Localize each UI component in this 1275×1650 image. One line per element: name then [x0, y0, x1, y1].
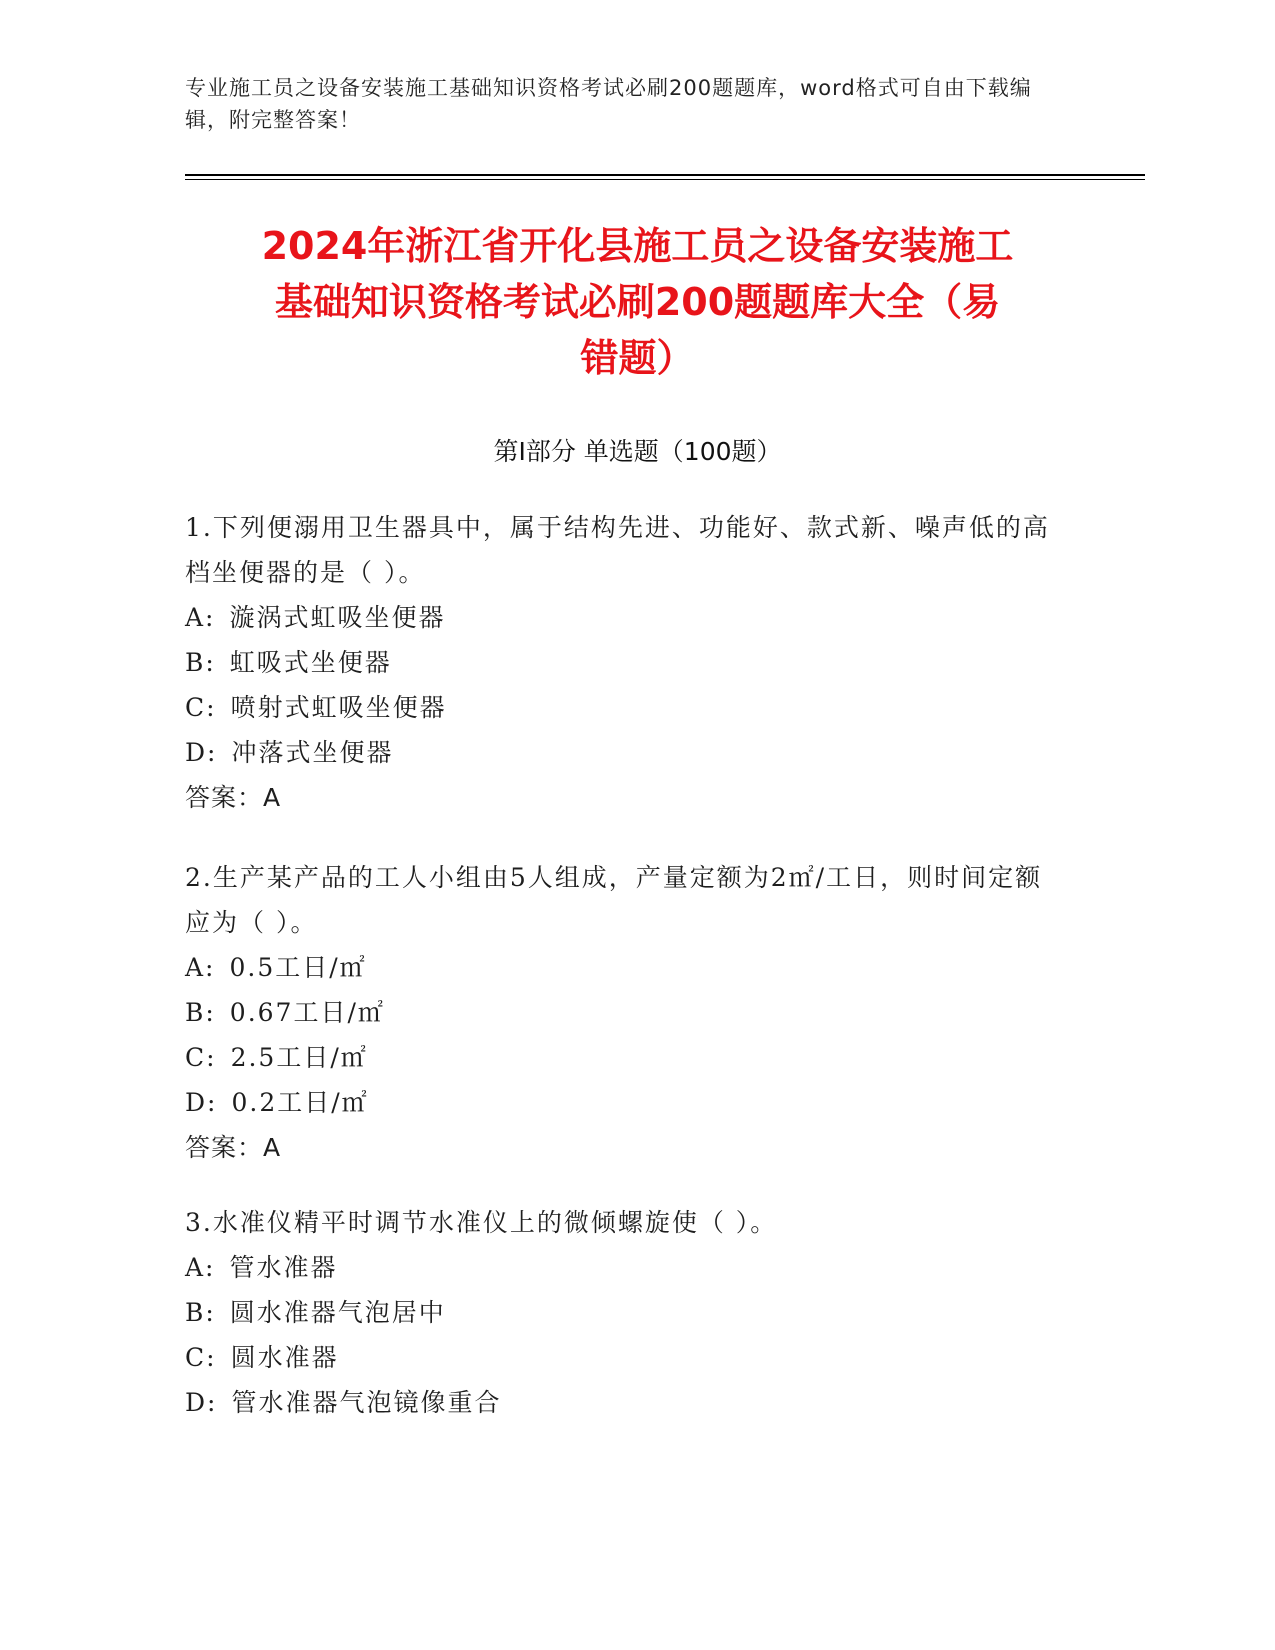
- option-text: 圆水准器: [230, 1343, 339, 1372]
- header-divider: [185, 174, 1145, 181]
- question-3: [185, 1200, 1055, 1425]
- option-letter: B:: [185, 1298, 216, 1327]
- question-option-a: [185, 945, 1055, 990]
- document-title: [160, 218, 1115, 386]
- option-text: 管水准器: [229, 1253, 338, 1282]
- option-text: 圆水准器气泡居中: [229, 1298, 446, 1327]
- document-title-line-2: 基础知识资格考试必刷200题题库大全（易: [274, 280, 1001, 324]
- option-text: 0.2工日/㎡: [231, 1088, 369, 1117]
- option-letter: D:: [185, 1388, 218, 1417]
- question-option-a: [185, 595, 1055, 640]
- option-text: 漩涡式虹吸坐便器: [229, 603, 446, 632]
- option-text: 虹吸式坐便器: [229, 648, 392, 677]
- header-note: 专业施工员之设备安装施工基础知识资格考试必刷200题题库，word格式可自由下载编辑，附完整答案！: [185, 76, 1032, 132]
- question-option-b: [185, 640, 1055, 685]
- document-title-line-3: 错题）: [580, 336, 695, 380]
- option-text: 喷射式虹吸坐便器: [230, 693, 447, 722]
- question-1: [185, 505, 1055, 820]
- option-letter: C:: [185, 693, 217, 722]
- option-text: 管水准器气泡镜像重合: [231, 1388, 502, 1417]
- question-option-c: [185, 1035, 1055, 1080]
- question-option-d: [185, 730, 1055, 775]
- question-stem: 1.下列便溺用卫生器具中，属于结构先进、功能好、款式新、噪声低的高档坐便器的是（ ）。: [185, 513, 1050, 587]
- option-text: 0.5工日/㎡: [229, 953, 367, 982]
- question-option-c: [185, 1335, 1055, 1380]
- question-option-d: [185, 1080, 1055, 1125]
- option-letter: D:: [185, 1088, 218, 1117]
- question-2: [185, 855, 1055, 1170]
- option-letter: C:: [185, 1043, 217, 1072]
- option-letter: C:: [185, 1343, 217, 1372]
- question-option-b: [185, 1290, 1055, 1335]
- header-divider-thick: [185, 174, 1145, 176]
- question-option-d: [185, 1380, 1055, 1425]
- option-letter: A:: [185, 603, 216, 632]
- option-text: 0.67工日/㎡: [229, 998, 385, 1027]
- section-heading: 第I部分 单选题（100题）: [493, 437, 782, 466]
- option-letter: D:: [185, 738, 218, 767]
- option-text: 冲落式坐便器: [231, 738, 394, 767]
- option-letter: B:: [185, 998, 216, 1027]
- option-letter: B:: [185, 648, 216, 677]
- header-divider-thin: [185, 179, 1145, 180]
- question-stem: 3.水准仪精平时调节水准仪上的微倾螺旋使（ ）。: [185, 1208, 778, 1237]
- question-answer: 答案：A: [185, 1133, 282, 1162]
- option-letter: A:: [185, 1253, 216, 1282]
- question-option-a: [185, 1245, 1055, 1290]
- question-option-b: [185, 990, 1055, 1035]
- question-stem: 2.生产某产品的工人小组由5人组成，产量定额为2㎡/工日，则时间定额应为（ ）。: [185, 863, 1043, 937]
- document-title-line-1: 2024年浙江省开化县施工员之设备安装施工: [261, 224, 1014, 268]
- option-letter: A:: [185, 953, 216, 982]
- question-option-c: [185, 685, 1055, 730]
- question-answer: 答案：A: [185, 783, 282, 812]
- option-text: 2.5工日/㎡: [230, 1043, 368, 1072]
